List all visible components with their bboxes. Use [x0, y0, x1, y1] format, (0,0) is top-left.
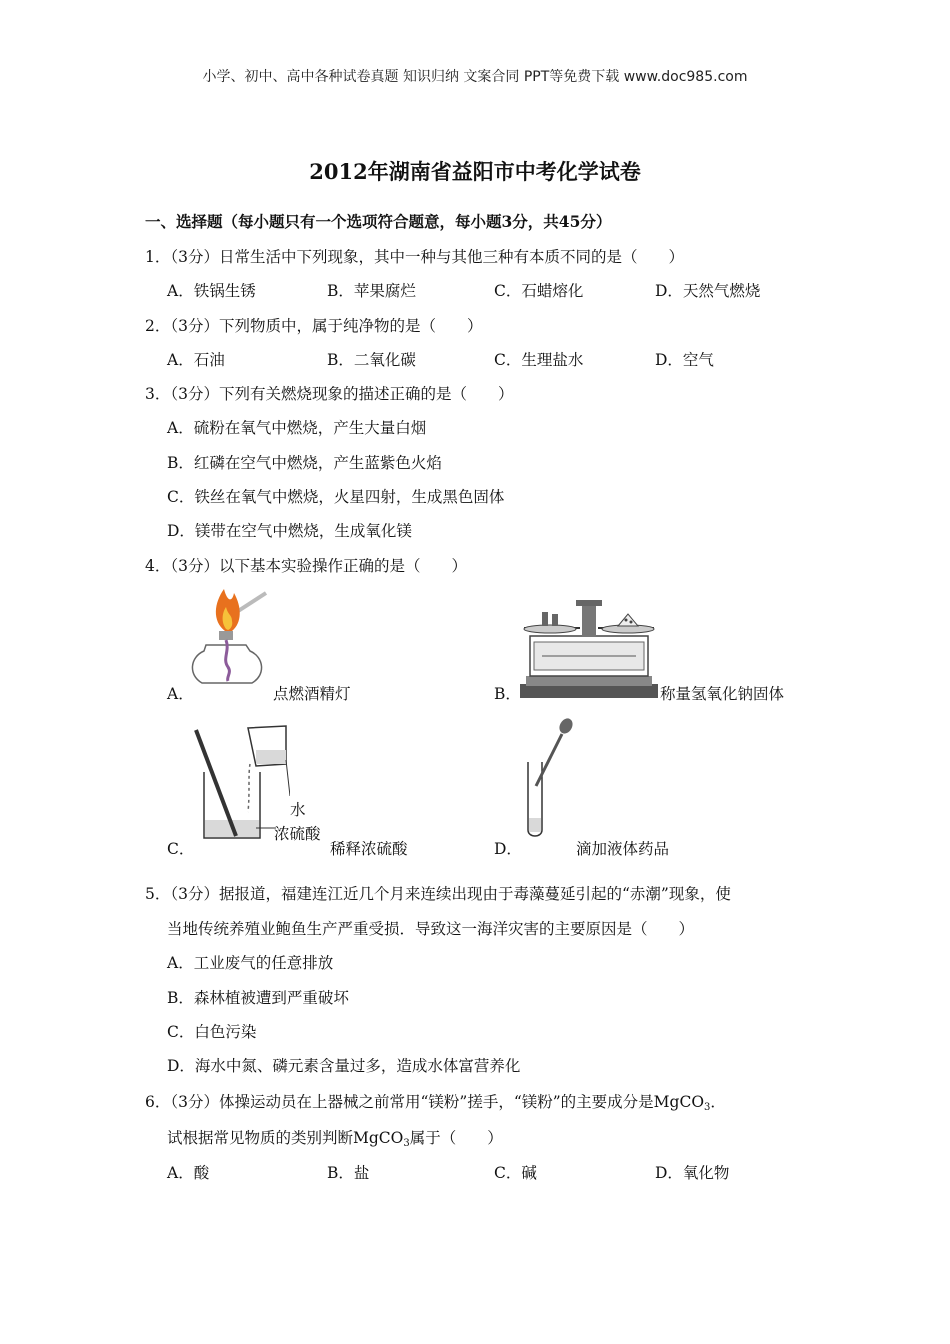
- q2-option-a[interactable]: A．石油: [167, 351, 225, 369]
- q4-option-c-caption: 稀释浓硫酸: [330, 840, 408, 858]
- q2-option-b[interactable]: B．二氧化碳: [327, 351, 416, 369]
- q4-option-d-caption: 滴加液体药品: [576, 840, 670, 858]
- question-2-stem: 2．（3分）下列物质中，属于纯净物的是（ ）: [145, 317, 483, 335]
- q1-option-d[interactable]: D．天然气燃烧: [655, 282, 761, 300]
- q4-option-c-letter[interactable]: C．: [167, 840, 195, 858]
- q5-option-a[interactable]: A．工业废气的任意排放: [167, 954, 334, 972]
- section-heading: 一、选择题（每小题只有一个选项符合题意，每小题3分，共45分）: [145, 212, 612, 231]
- q3-option-d[interactable]: D．镁带在空气中燃烧，生成氧化镁: [167, 522, 412, 540]
- q4-option-a-caption: 点燃酒精灯: [273, 685, 351, 703]
- q6-option-a[interactable]: A．酸: [167, 1164, 210, 1182]
- q5-option-d[interactable]: D．海水中氮、磷元素含量过多，造成水体富营养化: [167, 1057, 521, 1075]
- q5-option-c[interactable]: C．白色污染: [167, 1023, 257, 1041]
- page-title: 2012年湖南省益阳市中考化学试卷: [309, 159, 641, 184]
- q4-option-b-caption: 称量氢氧化钠固体: [660, 685, 785, 703]
- q3-option-b[interactable]: B．红磷在空气中燃烧，产生蓝紫色火焰: [167, 454, 442, 472]
- balance-scale-figure: [518, 598, 660, 700]
- q4-option-a-letter[interactable]: A．: [167, 685, 194, 703]
- label-concentrated-acid: 浓硫酸: [274, 825, 321, 843]
- q4-option-b-letter[interactable]: B．: [494, 685, 521, 703]
- q2-option-d[interactable]: D．空气: [655, 351, 714, 369]
- question-4-stem: 4．（3分）以下基本实验操作正确的是（ ）: [145, 557, 467, 575]
- dropper-figure: [518, 716, 578, 840]
- q6-option-c[interactable]: C．碱: [494, 1164, 537, 1182]
- page-header: 小学、初中、高中各种试卷真题 知识归纳 文案合同 PPT等免费下载 www.doc985.com: [202, 69, 748, 85]
- q1-option-c[interactable]: C．石蜡熔化: [494, 282, 584, 300]
- question-1-stem: 1．（3分）日常生活中下列现象，其中一种与其他三种有本质不同的是（ ）: [145, 248, 684, 266]
- q6-option-b[interactable]: B．盐: [327, 1164, 370, 1182]
- q5-option-b[interactable]: B．森林植被遭到严重破坏: [167, 989, 349, 1007]
- q6-option-d[interactable]: D．氧化物: [655, 1164, 730, 1182]
- label-water: 水: [290, 801, 306, 819]
- q3-option-a[interactable]: A．硫粉在氧气中燃烧，产生大量白烟: [167, 419, 427, 437]
- q1-option-a[interactable]: A．铁锅生锈: [167, 282, 256, 300]
- q3-option-c[interactable]: C．铁丝在氧气中燃烧，火星四射，生成黑色固体: [167, 488, 505, 506]
- question-6-stem-line1: 6．（3分）体操运动员在上器械之前常用“镁粉”搓手，“镁粉”的主要成分是MgCO$_3$．: [145, 1093, 726, 1113]
- q4-option-d-letter[interactable]: D．: [494, 840, 522, 858]
- q1-option-b[interactable]: B．苹果腐烂: [327, 282, 416, 300]
- question-5-stem-line1: 5．（3分）据报道，福建连江近几个月来连续出现由于毒藻蔓延引起的“赤潮”现象，使: [145, 885, 731, 903]
- alcohol-lamp-figure: [188, 585, 270, 690]
- question-3-stem: 3．（3分）下列有关燃烧现象的描述正确的是（ ）: [145, 385, 514, 403]
- q2-option-c[interactable]: C．生理盐水: [494, 351, 584, 369]
- question-5-stem-line2: 当地传统养殖业鲍鱼生产严重受损．导致这一海洋灾害的主要原因是（ ）: [167, 920, 695, 938]
- question-6-stem-line2: 试根据常见物质的类别判断MgCO$_3$属于（ ）: [167, 1129, 503, 1149]
